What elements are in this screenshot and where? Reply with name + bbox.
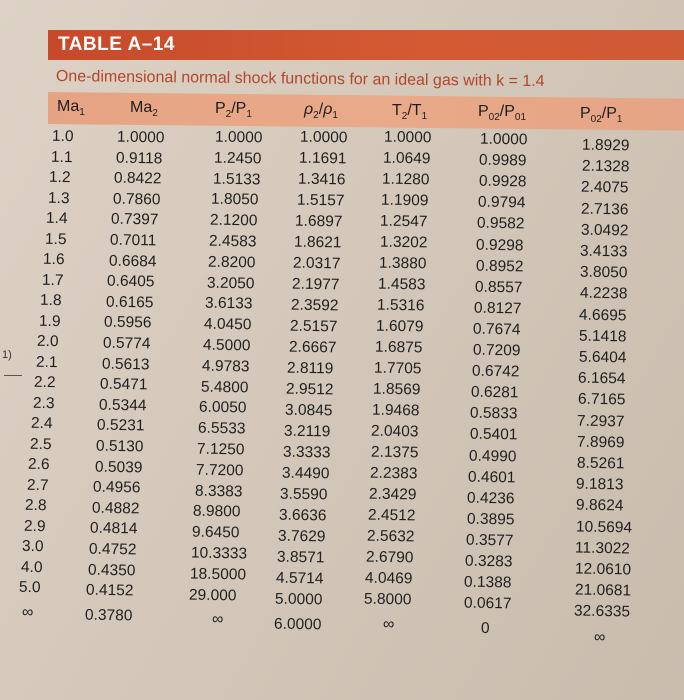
cell-p02-p01: 0.0617	[463, 594, 512, 613]
cell-t2-t1: 1.2547	[380, 212, 428, 231]
cell-p02-p1: 3.8050	[579, 263, 628, 282]
cell-p02-p1: 7.8969	[576, 433, 625, 452]
cell-p2-p1: 2.8200	[207, 253, 256, 272]
cell-ma1: 2.8	[24, 496, 47, 515]
cell-p2-p1: 6.0050	[199, 398, 247, 417]
cell-t2-t1: 1.5316	[376, 296, 425, 315]
cell-p2-p1: 8.3383	[194, 482, 243, 501]
cell-t2-t1: 1.0649	[382, 149, 431, 168]
cell-p02-p1: 10.5694	[575, 518, 632, 537]
cell-p2-p1: 4.9783	[201, 357, 250, 376]
cell-ma1: 4.0	[20, 558, 43, 576]
cell-ma2: 0.4152	[86, 581, 134, 600]
margin-rule	[4, 375, 22, 376]
cell-t2-t1: 2.5632	[366, 527, 415, 546]
cell-p02-p1: 21.0681	[574, 581, 631, 600]
cell-ma1: 2.9	[23, 517, 46, 535]
cell-p02-p1: 3.0492	[580, 221, 629, 240]
cell-p2-p1: 10.3333	[190, 544, 248, 563]
cell-rho2-rho1: 2.6667	[288, 338, 337, 357]
cell-p02-p01: 0.9298	[476, 236, 524, 254]
col-header-t2t1: $T_2/T_1$	[392, 102, 428, 123]
cell-ma1: 2.0	[36, 332, 59, 351]
cell-p02-p1: 2.7136	[580, 200, 629, 219]
cell-p02-p01: 0.5401	[469, 425, 518, 444]
cell-ma1: 1.9	[38, 312, 61, 330]
cell-p02-p1: 4.6695	[579, 306, 627, 325]
cell-p02-p01: 0.6742	[471, 362, 520, 381]
cell-t2-t1: 2.2383	[369, 464, 418, 483]
cell-p2-p1: 9.6450	[192, 523, 240, 542]
cell-ma2: 0.5344	[98, 396, 147, 415]
cell-ma2: 0.7011	[109, 231, 157, 250]
cell-p02-p01: 0.1388	[464, 573, 512, 592]
cell-ma2: 0.6165	[105, 293, 154, 312]
cell-ma1: 2.3	[32, 394, 55, 412]
cell-ma1: 1.3	[47, 189, 70, 207]
cell-ma1: 2.7	[26, 476, 49, 494]
cell-ma1: 1.8	[39, 291, 62, 310]
cell-p2-p1: 5.4800	[200, 378, 249, 397]
col-header-p02p1: $P_{02}/P_1$	[580, 105, 623, 126]
cell-rho2-rho1: 1.0000	[299, 128, 348, 147]
margin-note: 1)	[2, 349, 12, 361]
cell-p02-p1: 12.0610	[574, 560, 632, 579]
cell-rho2-rho1: 2.3592	[290, 296, 339, 315]
cell-p02-p01: 0.4601	[467, 468, 516, 487]
cell-ma1: ∞	[21, 603, 34, 621]
cell-ma2: 0.5039	[94, 458, 143, 477]
cell-ma2: 0.5613	[101, 355, 150, 374]
cell-ma1: 2.6	[27, 455, 50, 474]
cell-t2-t1: 1.3880	[378, 254, 427, 273]
cell-ma2: 0.5471	[100, 375, 148, 394]
cell-t2-t1: 2.0403	[371, 422, 419, 441]
cell-p02-p01: 0.7209	[472, 341, 521, 360]
cell-t2-t1: 2.4512	[367, 506, 416, 525]
cell-t2-t1: 1.0000	[383, 128, 432, 147]
cell-ma2: 0.5774	[102, 334, 151, 353]
cell-ma2: 0.5231	[97, 416, 145, 435]
cell-p02-p1: 3.4133	[580, 242, 628, 261]
cell-p02-p1: 6.1654	[578, 369, 626, 388]
cell-ma1: 1.7	[41, 271, 64, 289]
cell-ma1: 1.5	[44, 230, 67, 248]
cell-p2-p1: 3.6133	[205, 294, 253, 313]
cell-p02-p1: ∞	[593, 628, 606, 646]
cell-p2-p1: 29.000	[188, 586, 237, 605]
cell-t2-t1: 1.6875	[374, 338, 423, 357]
cell-ma2: 0.4882	[91, 499, 140, 518]
cell-t2-t1: 4.0469	[364, 569, 413, 588]
cell-ma1: 3.0	[21, 537, 44, 556]
cell-t2-t1: 2.1375	[370, 443, 419, 462]
cell-rho2-rho1: 6.0000	[273, 615, 322, 634]
cell-p2-p1: 2.1200	[210, 211, 258, 230]
cell-ma2: 0.9118	[115, 149, 163, 167]
cell-p02-p01: 0.5833	[470, 404, 518, 423]
cell-p02-p1: 32.6335	[574, 602, 631, 621]
cell-p2-p1: 7.7200	[195, 461, 244, 480]
cell-t2-t1: 1.4583	[377, 275, 426, 294]
cell-rho2-rho1: 2.0317	[292, 254, 341, 273]
cell-rho2-rho1: 3.0845	[284, 401, 333, 420]
cell-rho2-rho1: 2.1977	[291, 275, 340, 294]
cell-p2-p1: 1.5133	[212, 170, 261, 189]
cell-ma2: 0.5130	[95, 437, 144, 456]
cell-p02-p1: 4.2238	[579, 284, 628, 303]
cell-t2-t1: 1.6079	[375, 317, 424, 336]
cell-rho2-rho1: 3.7629	[278, 527, 326, 546]
cell-t2-t1: 1.1280	[382, 170, 430, 189]
cell-rho2-rho1: 5.0000	[274, 590, 323, 609]
cell-p02-p1: 2.4075	[581, 178, 629, 197]
cell-ma2: 0.7397	[111, 210, 159, 229]
cell-p02-p01: 0.9989	[479, 151, 527, 170]
cell-rho2-rho1: 3.5590	[280, 485, 329, 504]
cell-p02-p01: 0	[480, 620, 490, 638]
cell-ma2: 0.4752	[88, 540, 137, 559]
cell-p2-p1: 4.5000	[202, 336, 251, 355]
cell-ma2: 1.0000	[116, 128, 165, 147]
cell-p02-p1: 5.6404	[578, 348, 627, 367]
cell-p02-p01: 0.3283	[464, 552, 513, 571]
cell-t2-t1: 1.8569	[373, 380, 421, 399]
cell-rho2-rho1: 3.8571	[276, 548, 325, 567]
cell-t2-t1: 5.8000	[364, 590, 412, 609]
cell-t2-t1: 1.9468	[372, 401, 420, 420]
cell-p2-p1: 18.5000	[189, 565, 246, 584]
cell-p2-p1: 1.2450	[213, 149, 262, 168]
cell-p02-p01: 0.8952	[475, 257, 524, 276]
cell-p02-p01: 0.3895	[466, 510, 515, 529]
cell-p2-p1: 4.0450	[204, 315, 252, 334]
cell-rho2-rho1: 3.6636	[279, 506, 327, 525]
cell-rho2-rho1: 3.3333	[282, 443, 331, 462]
cell-rho2-rho1: 3.4490	[281, 464, 330, 483]
cell-ma2: 0.8422	[114, 169, 162, 188]
cell-p02-p1: 9.8624	[575, 496, 624, 515]
cell-p2-p1: 1.8050	[211, 190, 259, 209]
cell-rho2-rho1: 1.5157	[296, 191, 345, 210]
cell-t2-t1: 1.1909	[381, 191, 429, 210]
cell-p02-p1: 7.2937	[577, 412, 626, 431]
cell-t2-t1: 1.3202	[379, 233, 428, 252]
cell-ma1: 1.4	[45, 209, 68, 228]
cell-ma1: 2.1	[35, 353, 58, 371]
cell-p2-p1: 7.1250	[196, 440, 245, 459]
cell-p2-p1: ∞	[212, 611, 224, 629]
cell-ma1: 1.1	[50, 148, 73, 166]
cell-p02-p01: 0.9794	[477, 193, 526, 212]
cell-p2-p1: 2.4583	[208, 232, 257, 251]
cell-ma1: 5.0	[18, 578, 41, 597]
cell-p02-p01: 0.8557	[474, 278, 523, 297]
cell-rho2-rho1: 1.3416	[297, 170, 346, 189]
cell-p02-p1: 1.8929	[581, 136, 630, 155]
col-header-p2p1: $P_2/P_1$	[215, 100, 252, 121]
cell-p2-p1: 1.0000	[214, 128, 263, 147]
cell-p02-p01: 0.7674	[473, 320, 521, 339]
cell-p2-p1: 3.2050	[206, 274, 255, 293]
cell-p02-p01: 0.9928	[478, 172, 527, 191]
cell-p02-p1: 9.1813	[576, 475, 624, 494]
cell-p02-p01: 0.6281	[470, 383, 519, 402]
cell-ma1: 2.2	[33, 373, 56, 392]
cell-ma2: 0.7860	[112, 190, 161, 209]
cell-p2-p1: 8.9800	[193, 502, 241, 521]
cell-p02-p1: 2.1328	[581, 157, 630, 176]
cell-rho2-rho1: 1.1691	[298, 149, 347, 168]
cell-p02-p01: 1.0000	[479, 130, 528, 149]
cell-rho2-rho1: 2.8119	[287, 359, 334, 378]
cell-rho2-rho1: 2.9512	[286, 380, 334, 399]
table-caption: One-dimensional normal shock functions for an ideal gas with k = 1.4	[55, 68, 545, 91]
cell-p02-p1: 11.3022	[575, 539, 631, 558]
cell-ma2: 0.4956	[93, 478, 141, 497]
cell-p02-p1: 6.7165	[577, 390, 626, 409]
cell-p02-p01: 0.4990	[468, 447, 517, 465]
col-header-rho2rho1: $\rho_2/\rho_1$	[304, 101, 338, 122]
cell-ma2: 0.6684	[108, 252, 157, 271]
cell-p02-p01: 0.4236	[467, 489, 515, 508]
cell-t2-t1: 2.6790	[365, 548, 414, 567]
cell-p2-p1: 6.5533	[198, 419, 246, 438]
cell-t2-t1: 2.3429	[368, 485, 417, 504]
cell-rho2-rho1: 1.6897	[295, 212, 343, 231]
cell-ma2: 0.3780	[84, 606, 133, 625]
cell-p02-p1: 8.5261	[576, 454, 625, 473]
col-header-p02p01: $P_{02}/P_{01}$	[478, 103, 527, 124]
cell-rho2-rho1: 1.8621	[294, 233, 342, 252]
cell-p02-p01: 0.9582	[476, 214, 525, 233]
cell-t2-t1: ∞	[383, 615, 395, 634]
cell-p02-p01: 0.8127	[473, 299, 522, 318]
cell-ma2: 0.5956	[104, 313, 152, 332]
table-number: TABLE A–14	[58, 34, 175, 55]
cell-ma2: 0.6405	[107, 272, 155, 291]
col-header-ma2: $Ma_2$	[130, 99, 158, 120]
cell-ma2: 0.4814	[90, 519, 138, 538]
cell-ma1: 2.5	[29, 435, 52, 453]
col-header-ma1: $Ma_1$	[57, 98, 85, 119]
cell-rho2-rho1: 4.5714	[275, 569, 324, 588]
cell-t2-t1: 1.7705	[373, 359, 422, 378]
cell-ma1: 1.0	[51, 127, 74, 146]
cell-ma1: 2.4	[30, 414, 53, 433]
cell-ma2: 0.4350	[87, 561, 136, 580]
cell-p02-p1: 5.1418	[578, 327, 627, 346]
cell-p02-p01: 0.3577	[465, 531, 514, 550]
cell-rho2-rho1: 3.2119	[283, 422, 331, 441]
cell-ma1: 1.6	[42, 250, 65, 269]
cell-ma1: 1.2	[48, 168, 71, 187]
cell-rho2-rho1: 2.5157	[289, 317, 338, 336]
